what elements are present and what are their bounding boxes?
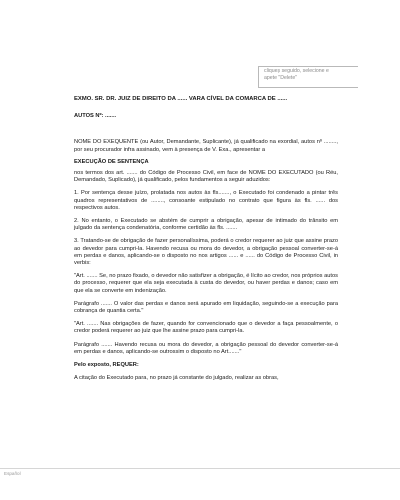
document-body xyxy=(74,96,338,382)
quote-paragraph-1: Parágrafo ....... O valor das perdas e danos será apurado em liquidação, seguindo-se a execução para cobrança de quantia certa." xyxy=(74,300,338,315)
final-paragraph: A citação do Executado para, no prazo já constante do julgado, realizar as obras, xyxy=(74,375,279,382)
intro-paragraph: NOME DO EXEQUENTE (ou Autor, Demandante, Suplicante), já qualificado na exordial, autos nº ........, por seu procurador infra assinado, vem à presença de V. Exa., apresentar a xyxy=(74,139,338,153)
paragraph-2: 2. No entanto, o Executado se abstém de cumprir a obrigação, apesar de intimado do trânsito em julgado da sentença condenatória, conforme certidão às fls. ....... xyxy=(74,218,338,232)
terms-paragraph: nos termos dos art. ....... do Código de Processo Civil, em face de NOME DO EXECUTADO (ou Réu, Demandado, Suplicado), já qualificado, pelos fundamentos a seguir aduzidos: xyxy=(74,170,338,184)
case-number: AUTOS Nº: ....... xyxy=(74,113,117,120)
paragraph-3: 3. Tratando-se de obrigação de fazer personalíssima, poderá o credor requerer ao juiz que assine prazo ao devedor para cumpri-la. Havendo recusa ou mora do devedor, a obrigação pessoal converter-se-á em perdas e danos, aplicando-se o disposto no nos artigos ...... e ...... do Código de Processo Civil, in verbis: xyxy=(74,238,338,267)
quote-paragraph-2: Parágrafo ....... Havendo recusa ou mora do devedor, a obrigação pessoal do devedor converter-se-á em perdas e danos, aplicando-se outrossim o disposto no Art......." xyxy=(74,341,338,355)
quote-article-1: "Art. ....... Se, no prazo fixado, o devedor não satisfizer a obrigação, é lícito ao credor, nos próprios autos do processo, requerer que ela seja executada à custa do devedor, ou haver perdas e danos; caso em que ela se converte em indenização. xyxy=(74,273,338,294)
request-heading: Pelo exposto, REQUER: xyxy=(74,362,139,369)
execution-heading: EXECUÇÃO DE SENTENÇA xyxy=(74,158,149,165)
language-label[interactable]: Español xyxy=(4,471,21,476)
quote-article-2: "Art. ....... Nas obrigações de fazer, quando for convencionado que o devedor a faça pessoalmente, o credor poderá requerer ao juiz que lhe assine prazo para cumpri-la. xyxy=(74,321,338,335)
paragraph-1: 1. Por sentença desse juízo, prolatada nos autos às fls......., o Executado foi condenado a pintar três quadros representativos de ........, consoante estipulado no contrato que figura às fls. ...... dos respectivos autos. xyxy=(74,190,338,211)
instruction-note: cliqueș seguido, selecione e apete "Delete" xyxy=(258,66,358,88)
document-title: EXMO. SR. DR. JUIZ DE DIREITO DA ...... VARA CÍVEL DA COMARCA DE ...... xyxy=(74,96,288,102)
footer-divider xyxy=(0,468,400,469)
